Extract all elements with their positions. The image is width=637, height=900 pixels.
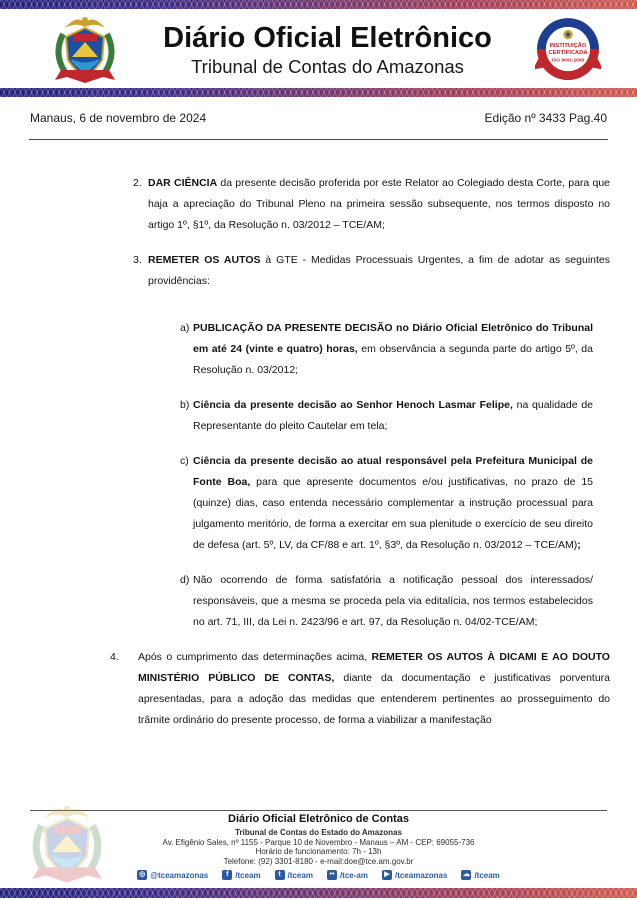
item-number: 4.	[110, 651, 119, 663]
badge-text-line1: INSTITUIÇÃO	[549, 42, 587, 49]
sub-item-a	[180, 318, 593, 381]
list-item-3	[133, 250, 611, 292]
header-decorative-band	[0, 88, 637, 97]
social-handle: /tce-am	[339, 870, 368, 880]
footer-org: Tribunal de Contas do Estado do Amazonas	[235, 827, 402, 837]
list-item-2	[133, 173, 610, 236]
sub-item-d	[180, 570, 593, 633]
social-handle: /tceam	[474, 870, 500, 880]
twitter-icon: t	[275, 870, 285, 880]
sub-item-label: b)	[180, 399, 190, 411]
dateline-rule	[29, 139, 608, 140]
item-number: 3.	[133, 254, 142, 266]
item-bold-text: DAR CIÊNCIA	[148, 177, 218, 189]
sub-item-label: a)	[180, 322, 190, 334]
footer-title: Diário Oficial Eletrônico de Contas	[228, 812, 409, 825]
page-subtitle: Tribunal de Contas do Amazonas	[191, 55, 464, 77]
dateline-date: Manaus, 6 de novembro de 2024	[30, 111, 207, 125]
youtube-icon: ▶	[382, 870, 392, 880]
sub-item-bold-end: ;	[577, 539, 581, 551]
footer-hours: Horário de funcionamento: 7h - 13h	[255, 847, 382, 856]
sub-item-text: em observância a segunda parte do artigo 5º, da Resolução n. 03/2012;	[193, 343, 593, 376]
social-soundcloud	[461, 870, 499, 880]
list-item-4	[110, 647, 610, 731]
sub-item-label: d)	[180, 574, 190, 586]
flickr-icon: ••	[327, 870, 337, 880]
sub-item-label: c)	[180, 455, 189, 467]
item-text-pre: Após o cumprimento das determinações acima,	[138, 651, 372, 663]
header	[0, 9, 637, 88]
social-youtube	[382, 870, 447, 880]
item-number: 2.	[133, 177, 142, 189]
instagram-icon: ◎	[139, 871, 146, 878]
social-handle: /tceam	[235, 870, 261, 880]
page-title: Diário Oficial Eletrônico	[163, 21, 492, 54]
item-text: à GTE - Medidas Processuais Urgentes, a fim de adotar as seguintes providências:	[148, 254, 611, 287]
sub-item-bold-text: PUBLICAÇÃO DA PRESENTE DECISÃO no Diário Oficial Eletrônico do Tribunal em até 24 (vinte e quatro) horas,	[193, 322, 593, 355]
sub-item-bold-text: Ciência da presente decisão ao atual responsável pela Prefeitura Municipal de Fonte Boa,	[193, 455, 593, 488]
social-twitter	[275, 870, 313, 880]
footer-phone: Telefone: (92) 3301-8180 - e-mail:doe@tce.am.gov.br	[223, 856, 414, 866]
social-handle: /tceam	[287, 870, 313, 880]
sub-item-text: na qualidade de Representante do pleito Cautelar em tela;	[193, 399, 593, 432]
social-links-row	[0, 870, 637, 880]
facebook-icon: f	[222, 870, 232, 880]
social-flickr	[327, 870, 368, 880]
masthead	[120, 21, 535, 79]
dateline	[0, 97, 637, 139]
certification-badge	[535, 16, 601, 82]
item-bold-text: REMETER OS AUTOS À DICAMI E AO DOUTO MINISTÉRIO PÚBLICO DE CONTAS,	[138, 651, 610, 684]
soundcloud-icon: ☁	[462, 871, 470, 878]
item-text: da presente decisão proferida por este Relator ao Colegiado desta Corte, para que haja a apreciação do Tribunal Pleno na primeira sessão subsequente, nos termos disposto no artigo 1º, §1º, da Resolução n. 03/2012 – TCE/AM;	[148, 177, 610, 231]
social-instagram	[137, 870, 208, 880]
sub-item-bold-text: Ciência da presente decisão ao Senhor Henoch Lasmar Felipe,	[193, 399, 513, 411]
tce-am-coat-of-arms-logo	[50, 12, 120, 86]
footer-rule	[30, 810, 607, 811]
social-handle: @tceamazonas	[150, 870, 209, 880]
top-decorative-band	[0, 0, 637, 9]
badge-text-line2: CERTIFICADA	[548, 49, 588, 56]
badge-text-line3: ISO 9001:2008	[551, 57, 585, 63]
decision-text	[0, 173, 637, 731]
edition-number: Edição nº 3433 Pag.40	[484, 111, 607, 125]
item-text: diante da documentação e justificativas porventura apresentadas, para a adoção das medidas que entenderem pertinentes ao prosseguimento do trâmite ordinário do presente processo, de forma a viabilizar a manifestação	[138, 672, 610, 726]
social-handle: /tceamazonas	[394, 870, 448, 880]
sub-item-text: Não ocorrendo de forma satisfatória a notificação pessoal dos interessados/ responsáveis, que a mesma se proceda pela via editalícia, nos termos estabelecidos no art. 71, III, da Lei n. 2423/96 e art. 97, da Resolução n. 04/02-TCE/AM;	[193, 574, 593, 628]
sub-item-b	[180, 395, 593, 437]
social-facebook	[222, 870, 260, 880]
footer-address: Av. Efigênio Sales, nº 1155 - Parque 10 de Novembro - Manaus – AM - CEP: 69055-736	[162, 837, 475, 847]
footer	[0, 813, 637, 881]
bottom-decorative-band	[0, 888, 637, 898]
sub-item-c	[180, 451, 594, 556]
sub-item-text: para que apresente documentos e/ou justificativas, no prazo de 15 (quinze) dias, caso entenda necessário complementar a instrução processual para julgamento meritório, de forma a exercitar em sua plenitude o exercício de seu direito de defesa (art. 5º, LV, da CF/88 e art. 1º, §3º, da Resolução n. 03/2012 – TCE/AM)	[193, 476, 594, 551]
item-bold-text: REMETER OS AUTOS	[148, 254, 261, 266]
